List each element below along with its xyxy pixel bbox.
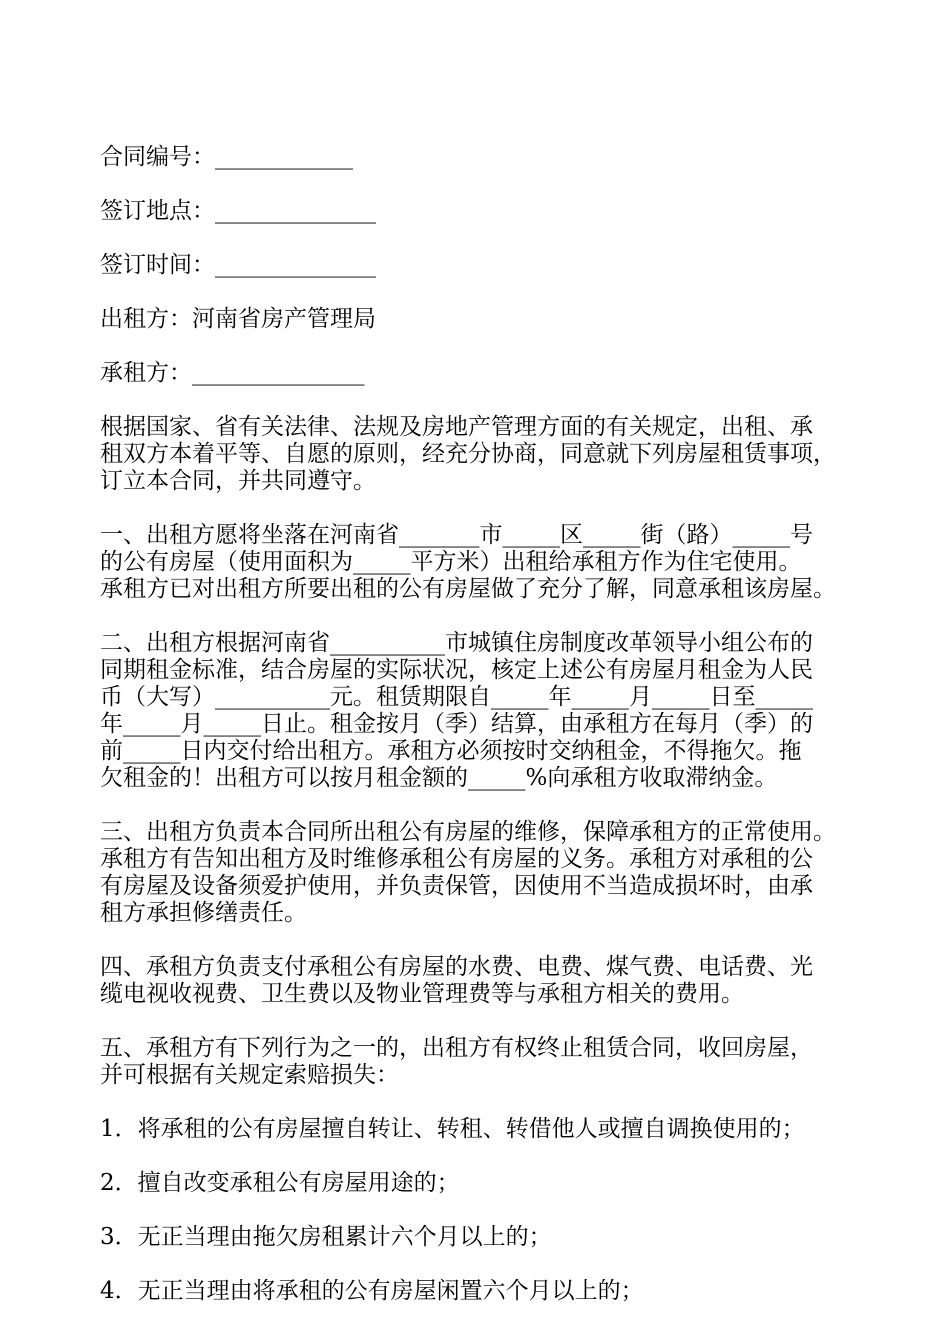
contract-number-line: 合同编号：____________ xyxy=(100,144,353,170)
lessor-line: 出租方：河南省房产管理局 xyxy=(100,306,376,332)
paragraph-line: 四、承租方负责支付承租公有房屋的水费、电费、煤气费、电话费、光 xyxy=(100,954,813,980)
paragraph-line: 五、承租方有下列行为之一的，出租方有权终止租赁合同，收回房屋， xyxy=(100,1035,813,1061)
lessee-line: 承租方：_______________ xyxy=(100,360,365,386)
list-item-text: 4．无正当理由将承租的公有房屋闲置六个月以上的； xyxy=(100,1278,644,1304)
signing-time-line: 签订时间：______________ xyxy=(100,252,376,278)
paragraph-line: 承租方有告知出租方及时维修承租公有房屋的义务。承租方对承租的公 xyxy=(100,846,813,872)
list-item-text: 1．将承租的公有房屋擅自转让、转租、转借他人或擅自调换使用的； xyxy=(100,1116,805,1142)
clause-3-paragraph xyxy=(100,819,860,927)
list-item xyxy=(100,1170,860,1197)
list-item xyxy=(100,1224,860,1251)
paragraph-line: 的公有房屋（使用面积为_____平方米）出租给承租方作为住宅使用。 xyxy=(100,549,802,575)
clause-4-paragraph xyxy=(100,954,860,1008)
clause-2-paragraph xyxy=(100,630,860,792)
paragraph-line: 币（大写）__________元。租赁期限自_____年_____月_____日至_____ xyxy=(100,684,813,710)
clause-1-paragraph xyxy=(100,522,860,603)
paragraph-line: 三、出租方负责本合同所出租公有房屋的维修，保障承租方的正常使用。 xyxy=(100,819,836,845)
lessee-field xyxy=(100,360,860,387)
paragraph-line: 有房屋及设备须爱护使用，并负责保管，因使用不当造成损坏时，由承 xyxy=(100,873,813,899)
preamble-paragraph xyxy=(100,414,860,495)
paragraph-line: 年_____月_____日止。租金按月（季）结算，由承租方在每月（季）的 xyxy=(100,711,813,737)
paragraph-line: 并可根据有关规定索赔损失： xyxy=(100,1062,399,1088)
list-item-text: 3．无正当理由拖欠房租累计六个月以上的； xyxy=(100,1224,552,1250)
signing-place-field xyxy=(100,198,860,225)
clause-5-paragraph xyxy=(100,1035,860,1089)
paragraph-line: 前_____日内交付给出租方。承租方必须按时交纳租金，不得拖欠。拖 xyxy=(100,738,802,764)
signing-time-field xyxy=(100,252,860,279)
list-item xyxy=(100,1278,860,1305)
paragraph-line: 租方承担修缮责任。 xyxy=(100,900,307,926)
list-item-text: 2．擅自改变承租公有房屋用途的； xyxy=(100,1170,460,1196)
lessor-field xyxy=(100,306,860,333)
contract-page xyxy=(100,144,860,1332)
paragraph-line: 租双方本着平等、自愿的原则，经充分协商，同意就下列房屋租赁事项， xyxy=(100,441,836,467)
paragraph-line: 订立本合同，并共同遵守。 xyxy=(100,468,376,494)
paragraph-line: 欠租金的！出租方可以按月租金额的_____%向承租方收取滞纳金。 xyxy=(100,765,778,791)
signing-place-line: 签订地点：______________ xyxy=(100,198,376,224)
paragraph-line: 二、出租方根据河南省__________市城镇住房制度改革领导小组公布的 xyxy=(100,630,813,656)
paragraph-line: 同期租金标准，结合房屋的实际状况，核定上述公有房屋月租金为人民 xyxy=(100,657,813,683)
list-item xyxy=(100,1116,860,1143)
contract-number-field xyxy=(100,144,860,171)
paragraph-line: 承租方已对出租方所要出租的公有房屋做了充分了解，同意承租该房屋。 xyxy=(100,576,836,602)
paragraph-line: 根据国家、省有关法律、法规及房地产管理方面的有关规定，出租、承 xyxy=(100,414,813,440)
paragraph-line: 缆电视收视费、卫生费以及物业管理费等与承租方相关的费用。 xyxy=(100,981,744,1007)
paragraph-line: 一、出租方愿将坐落在河南省_______市_____区_____街（路）_____号 xyxy=(100,522,813,548)
